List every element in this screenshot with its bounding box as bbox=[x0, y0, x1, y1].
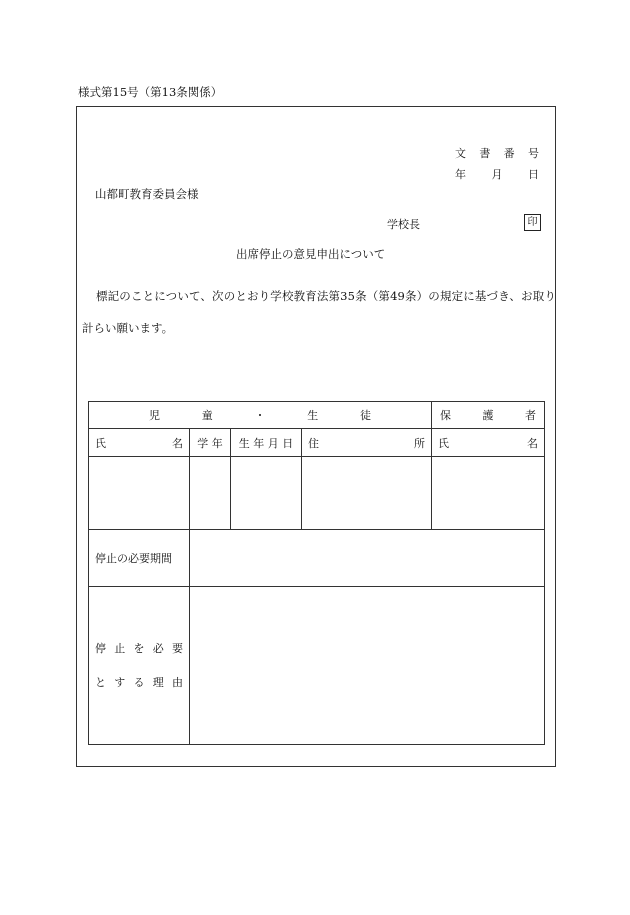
char: と bbox=[95, 675, 106, 689]
body-text-line-2: 計らい願います。 bbox=[82, 321, 174, 335]
grade-header: 学 年 bbox=[190, 429, 231, 457]
address-input-cell[interactable] bbox=[302, 457, 432, 530]
reason-label-line-2 bbox=[95, 673, 183, 693]
guardian-header-cell bbox=[432, 402, 545, 429]
student-header bbox=[149, 407, 371, 423]
guardian-name-header-cell bbox=[432, 429, 545, 457]
char: 書 bbox=[479, 147, 491, 160]
addressee: 山都町教育委員会様 bbox=[95, 187, 199, 201]
char: 童 bbox=[201, 409, 213, 422]
char: 号 bbox=[527, 147, 539, 160]
char: 日 bbox=[528, 168, 539, 181]
address-header bbox=[308, 435, 425, 451]
suspension-reason-label bbox=[95, 639, 183, 693]
char: 氏 bbox=[438, 436, 449, 450]
body-text-line-1: 標記のことについて、次のとおり学校教育法第35条（第49条）の規定に基づき、お取り bbox=[96, 289, 556, 303]
char: 名 bbox=[172, 436, 183, 450]
char: 必 bbox=[152, 641, 164, 655]
char: 理 bbox=[152, 675, 164, 689]
student-name-input-cell[interactable] bbox=[89, 457, 190, 530]
char: 月 bbox=[491, 168, 503, 181]
char: 停 bbox=[95, 641, 106, 655]
guardian-name-input-cell[interactable] bbox=[432, 457, 545, 530]
char: 徒 bbox=[360, 409, 371, 422]
student-name-header-cell bbox=[89, 429, 190, 457]
char: 児 bbox=[149, 409, 160, 422]
grade-input-cell[interactable] bbox=[190, 457, 231, 530]
form-number-label: 様式第15号（第13条関係） bbox=[78, 85, 223, 99]
guardian-name-header bbox=[438, 435, 538, 451]
suspension-period-input-cell[interactable] bbox=[190, 530, 545, 587]
char: ・ bbox=[254, 409, 266, 422]
char: 生 bbox=[307, 409, 319, 422]
char: す bbox=[114, 675, 126, 689]
char: 要 bbox=[172, 641, 183, 655]
char: 者 bbox=[525, 409, 536, 422]
char: 年 bbox=[455, 168, 466, 181]
char: 保 bbox=[440, 409, 451, 422]
document-title: 出席停止の意見申出について bbox=[236, 247, 386, 261]
birthdate-input-cell[interactable] bbox=[231, 457, 302, 530]
char: 住 bbox=[308, 436, 319, 450]
date-label bbox=[455, 166, 539, 182]
char: 文 bbox=[455, 147, 466, 160]
seal-mark: 印 bbox=[524, 214, 541, 231]
char: 名 bbox=[527, 436, 538, 450]
char: 止 bbox=[114, 641, 126, 655]
suspension-request-table bbox=[88, 401, 545, 745]
principal-label: 学校長 bbox=[387, 218, 420, 231]
reason-label-line-1 bbox=[95, 639, 183, 659]
suspension-reason-label-cell bbox=[89, 587, 190, 745]
student-name-header bbox=[95, 435, 183, 451]
guardian-header bbox=[440, 407, 536, 423]
char: を bbox=[133, 641, 145, 655]
address-header-cell bbox=[302, 429, 432, 457]
char: 氏 bbox=[95, 436, 106, 450]
char: 番 bbox=[503, 147, 515, 160]
suspension-period-label: 停止の必要期間 bbox=[89, 530, 190, 587]
char: 所 bbox=[414, 436, 425, 450]
birthdate-header: 生 年 月 日 bbox=[231, 429, 302, 457]
student-header-cell bbox=[89, 402, 432, 429]
suspension-reason-input-cell[interactable] bbox=[190, 587, 545, 745]
char: 由 bbox=[172, 675, 183, 689]
char: る bbox=[133, 675, 145, 689]
document-number-label bbox=[455, 145, 539, 161]
char: 護 bbox=[482, 409, 494, 422]
